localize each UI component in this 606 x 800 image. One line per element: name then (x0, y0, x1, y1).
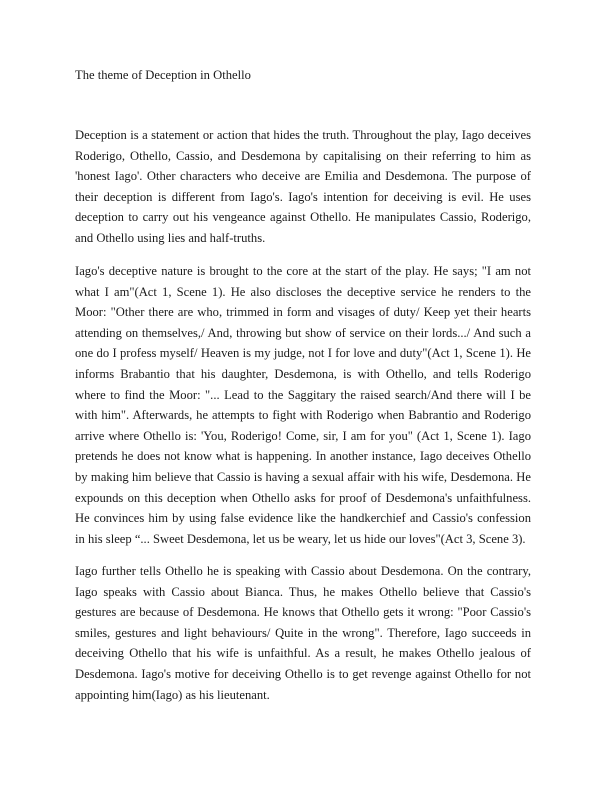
document-title: The theme of Deception in Othello (75, 68, 251, 82)
paragraph-introduction: Deception is a statement or action that hides the truth. Throughout the play, Iago deceives Roderigo, Othello, Cassio, and Desdemona by capitalising on their referring to him as 'honest Iago'. Other characters who deceive are Emilia and Desdemona. The purpose of their deception is different from Iago's. Iago's intention for deceiving is evil. He uses deception to carry out his vengeance against Othello. He manipulates Cassio, Roderigo, and Othello using lies and half-truths. (75, 128, 531, 245)
paragraph-further-deception: Iago further tells Othello he is speaking with Cassio about Desdemona. On the contrary, Iago speaks with Cassio about Bianca. Thus, he makes Othello believe that Cassio's gestures are because of Desdemona. He knows that Othello gets it wrong: "Poor Cassio's smiles, gestures and light behaviours/ Quite in the wrong". Therefore, Iago succeeds in deceiving Othello that his wife is unfaithful. As a result, he makes Othello jealous of Desdemona. Iago's motive for deceiving Othello is to get revenge against Othello for not appointing him(Iago) as his lieutenant. (75, 564, 531, 702)
paragraph-deceptive-nature: Iago's deceptive nature is brought to the core at the start of the play. He says; "I am not what I am"(Act 1, Scene 1). He also discloses the deceptive service he renders to the Moor: "Other there are who, trimmed in form and visages of duty/ Keep yet their hearts attending on themselves,/ And, throwing but show of service on their lords.../ And such a one do I profess myself/ Heaven is my judge, not I for love and duty"(Act 1, Scene 1). He informs Brabantio that his daughter, Desdemona, is with Othello, and tells Roderigo where to find the Moor: "... Lead to the Saggitary the raised search/And there will I be with him". Afterwards, he attempts to fight with Roderigo when Babrantio and Roderigo arrive where Othello is: 'You, Roderigo! Come, sir, I am for you" (Act 1, Scene 1). Iago pretends he does not know what is happening. In another instance, Iago deceives Othello by making him believe that Cassio is having a sexual affair with his wife, Desdemona. He expounds on this deception when Othello asks for proof of Desdemona's unfaithfulness. He convinces him by using false evidence like the handkerchief and Cassio's confession in his sleep “... Sweet Desdemona, let us be weary, let us hide our loves"(Act 3, Scene 3). (75, 264, 531, 546)
